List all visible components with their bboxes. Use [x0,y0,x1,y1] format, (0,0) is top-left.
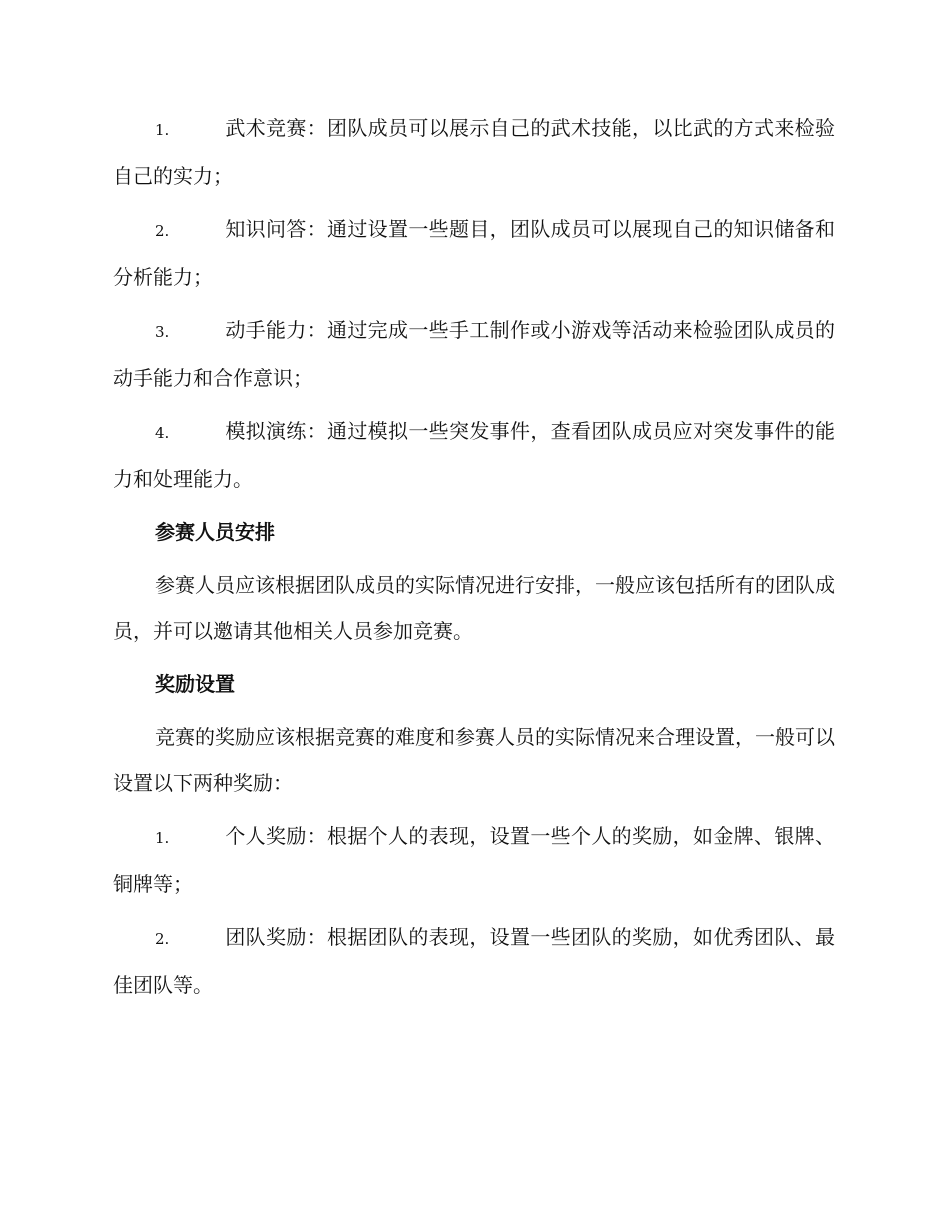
list-text: 知识问答：通过设置一些题目，团队成员可以展现自己的知识储备和分析能力； [113,217,835,289]
list-number: 1. [155,829,170,847]
list-text: 动手能力：通过完成一些手工制作或小游戏等活动来检验团队成员的动手能力和合作意识； [113,318,835,390]
list-text: 武术竞赛：团队成员可以展示自己的武术技能，以比武的方式来检验自己的实力； [113,116,835,188]
list-number: 2. [155,222,170,240]
awards-paragraph: 竞赛的奖励应该根据竞赛的难度和参赛人员的实际情况来合理设置，一般可以设置以下两种奖励： [113,725,835,795]
award-item-1 [113,813,835,907]
award-item-2 [113,914,835,1008]
list-text: 个人奖励：根据个人的表现，设置一些个人的奖励，如金牌、银牌、铜牌等； [113,824,835,896]
participants-paragraph: 参赛人员应该根据团队成员的实际情况进行安排，一般应该包括所有的团队成员，并可以邀请其他相关人员参加竞赛。 [113,573,835,643]
list-text: 团队奖励：根据团队的表现，设置一些团队的奖励，如优秀团队、最佳团队等。 [113,925,835,997]
competition-item-2 [113,206,835,300]
list-number: 3. [155,323,170,341]
competition-item-3 [113,307,835,401]
list-number: 1. [155,121,170,139]
section-heading-awards: 奖励设置 [155,672,235,696]
document-content [113,105,835,1015]
list-number: 2. [155,930,170,948]
competition-item-1 [113,105,835,199]
list-text: 模拟演练：通过模拟一些突发事件，查看团队成员应对突发事件的能力和处理能力。 [113,419,835,491]
list-number: 4. [155,424,170,442]
competition-item-4 [113,408,835,502]
section-heading-participants: 参赛人员安排 [155,520,275,544]
